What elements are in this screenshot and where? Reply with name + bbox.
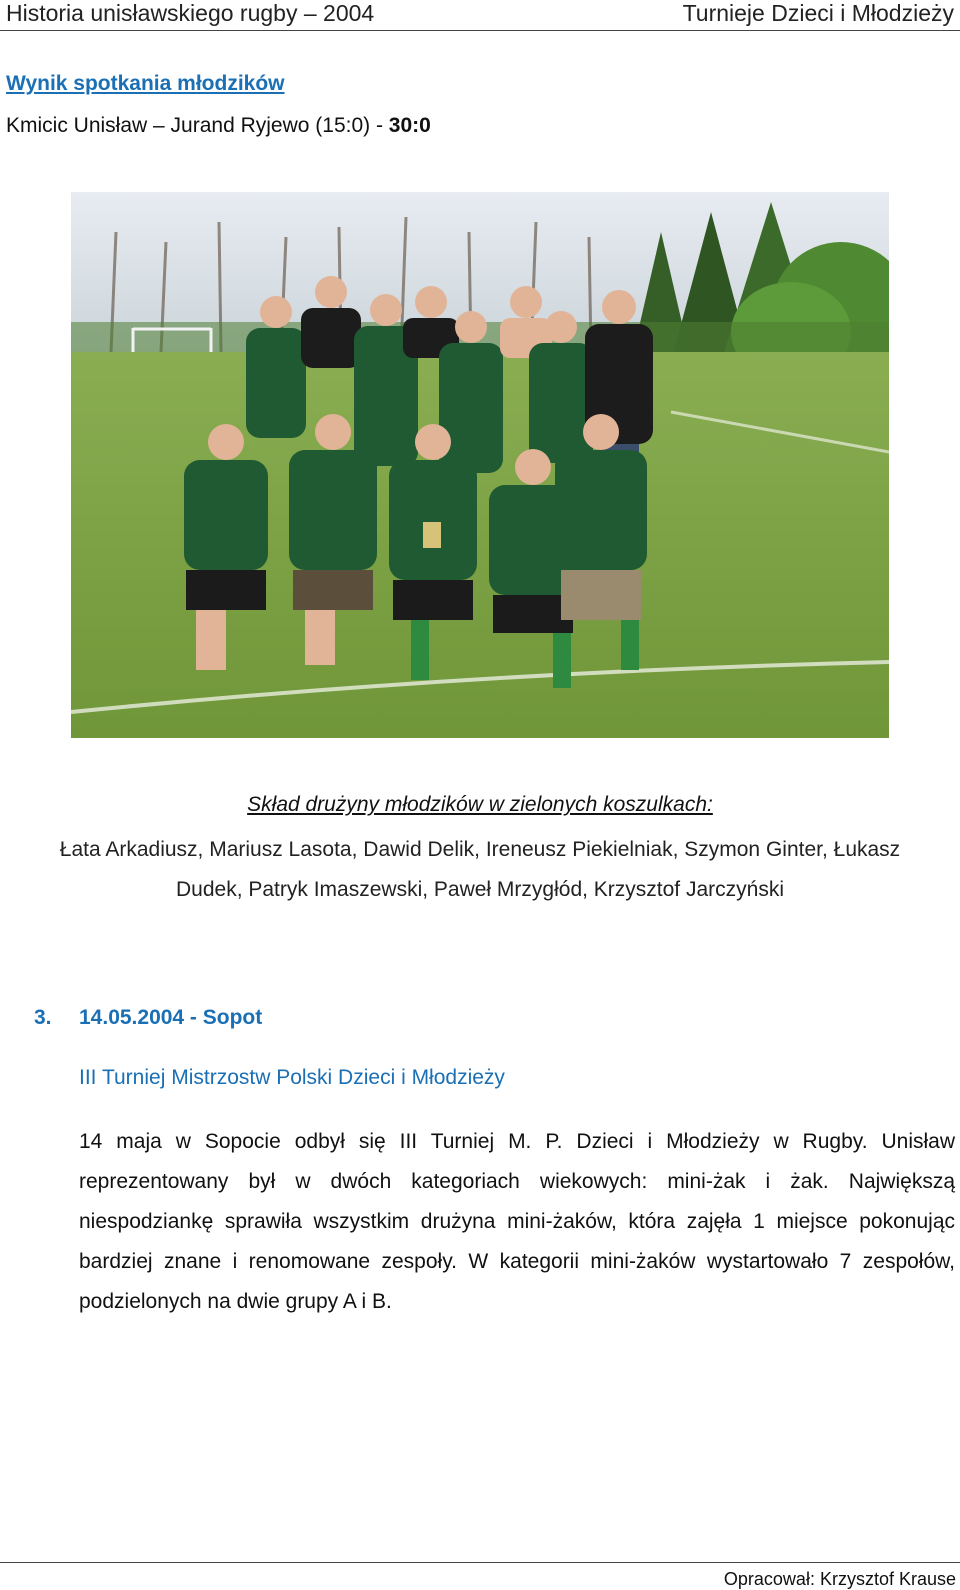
- page-header: [0, 0, 960, 31]
- roster-line-2: Dudek, Patryk Imaszewski, Paweł Mrzygłód, Krzysztof Jarczyński: [176, 878, 784, 901]
- section-subtitle: III Turniej Mistrzostw Polski Dzieci i Młodzieży: [79, 1066, 505, 1089]
- section-title: 14.05.2004 - Sopot: [79, 1006, 263, 1029]
- section-heading: [34, 1006, 262, 1030]
- team-photo: [71, 192, 889, 738]
- section-number: 3.: [34, 1006, 52, 1029]
- header-section: Turnieje Dzieci i Młodzieży: [682, 0, 954, 26]
- result-line: [6, 114, 431, 138]
- photo-caption: Skład drużyny młodzików w zielonych koszulkach:: [247, 793, 713, 816]
- body-paragraph: 14 maja w Sopocie odbył się III Turniej M. P. Dzieci i Młodzieży w Rugby. Unisław reprezentowany był w dwóch kategoriach wiekowych: mini-żak i żak. Największą niespodziankę sprawiła wszystkim drużyna mini-żaków, która zajęła 1 miejsce pokonując bardziej znane i renomowane zespoły. W kategorii mini-żaków wystartowało 7 zespołów, podzielonych na dwie grupy A i B.: [79, 1130, 955, 1313]
- page-footer: [0, 1562, 960, 1589]
- roster-line-1: Łata Arkadiusz, Mariusz Lasota, Dawid Delik, Ireneusz Piekielniak, Szymon Ginter, Łukasz: [59, 838, 901, 861]
- result-title: Wynik spotkania młodzików: [6, 72, 285, 95]
- result-score: 30:0: [388, 114, 431, 137]
- footer-author: Opracował: Krzysztof Krause: [723, 1569, 956, 1589]
- header-title: Historia unisławskiego rugby – 2004: [6, 0, 375, 26]
- team-photo-illustration: [71, 192, 889, 738]
- team-roster: [0, 830, 960, 910]
- result-teams: Kmicic Unisław – Jurand Ryjewo (15:0) -: [6, 114, 389, 137]
